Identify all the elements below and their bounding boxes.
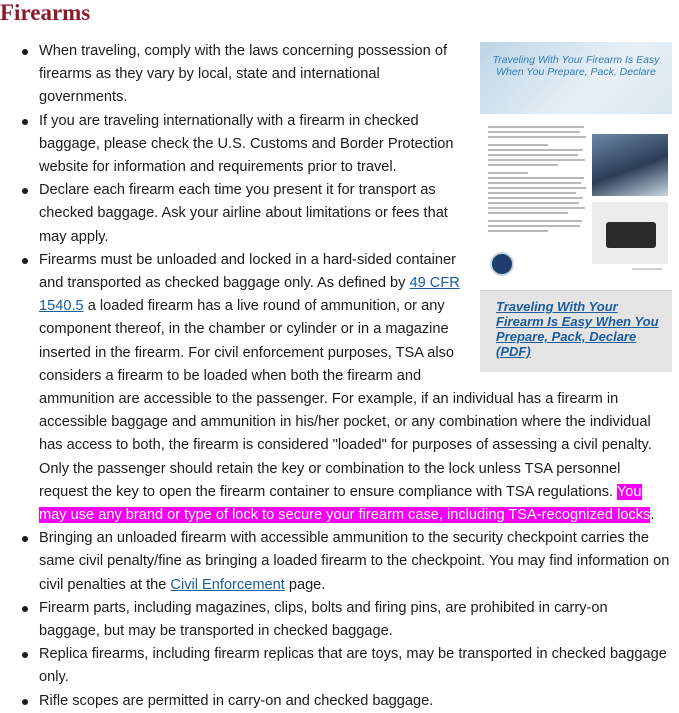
thumbnail-title-line1: Traveling With Your Firearm Is Easy — [492, 54, 660, 66]
bullet-text: Firearm parts, including magazines, clips, bolts and firing pins, are prohibited in carry-on baggage, but may be transported in checked baggage. — [39, 599, 608, 640]
bullet-text: Replica firearms, including firearm replicas that are toys, may be transported in checked baggage only. — [39, 646, 667, 686]
bullet-text: If you are traveling internationally with a firearm in checked baggage, please check the U.S. Customs and Border Protection website for information and requirements prior to travel. — [39, 112, 454, 176]
highlighted-text: You may use any brand or type of lock to secure your firearm case, including TSA-recognized locks — [39, 483, 651, 524]
bullet-text: Firearms must be unloaded and locked in a hard-sided container and transported as checked baggage only. As defined by — [39, 251, 456, 292]
bullet-text: Declare each firearm each time you present it for transport as checked baggage. Ask your airline about limitations or fees that may apply. — [39, 182, 448, 245]
cfr-link[interactable]: 49 CFR 1540.5 — [39, 275, 460, 315]
page-title: Firearms — [0, 0, 91, 25]
bullet-text: a loaded firearm has a live round of ammunition, or any component thereof, in the chamber or cylinder or in a magazine inserted in the firearm. For civil enforcement purposes, TSA also considers a firearm to be loaded when both the firearm and ammunition are accessible to the passenger. For example, if an individual has a firearm in accessible baggage and ammunition in his/her pocket, or any combination where the individual has access to both, the firearm is considered "loaded" for purposes of assessing a civil penalty. Only the passenger should retain the key or combination to the lock unless TSA personnel request the key to open the firearm container to ensure compliance with TSA regulations. — [39, 298, 652, 500]
civil-enforcement-link[interactable]: Civil Enforcement — [170, 576, 285, 593]
list-item — [0, 110, 672, 180]
list-item — [0, 597, 672, 643]
list-item — [0, 179, 672, 249]
list-item — [0, 527, 672, 597]
thumbnail-title-line2: When You Prepare, Pack, Declare — [496, 66, 656, 78]
bullet-text: When traveling, comply with the laws concerning possession of firearms as they vary by local, state and international governments. — [39, 43, 448, 106]
thumbnail-banner — [480, 42, 672, 114]
firearms-rules-list — [0, 40, 672, 713]
bullet-text: . — [650, 507, 655, 524]
list-item — [0, 690, 672, 713]
list-item — [0, 643, 672, 689]
bullet-text: Rifle scopes are permitted in carry-on and checked baggage. — [39, 692, 434, 709]
bullet-text: page. — [284, 576, 326, 593]
list-item — [0, 249, 672, 527]
pdf-guide-link[interactable]: Traveling With Your Firearm Is Easy When You Prepare, Pack, Declare (PDF) — [496, 299, 659, 359]
bullet-text: Bringing an unloaded firearm with accessible ammunition to the security checkpoint carries the same civil penalty/fine as bringing a loaded firearm to the checkpoint. You may find information on civil penalties at the — [39, 530, 670, 593]
